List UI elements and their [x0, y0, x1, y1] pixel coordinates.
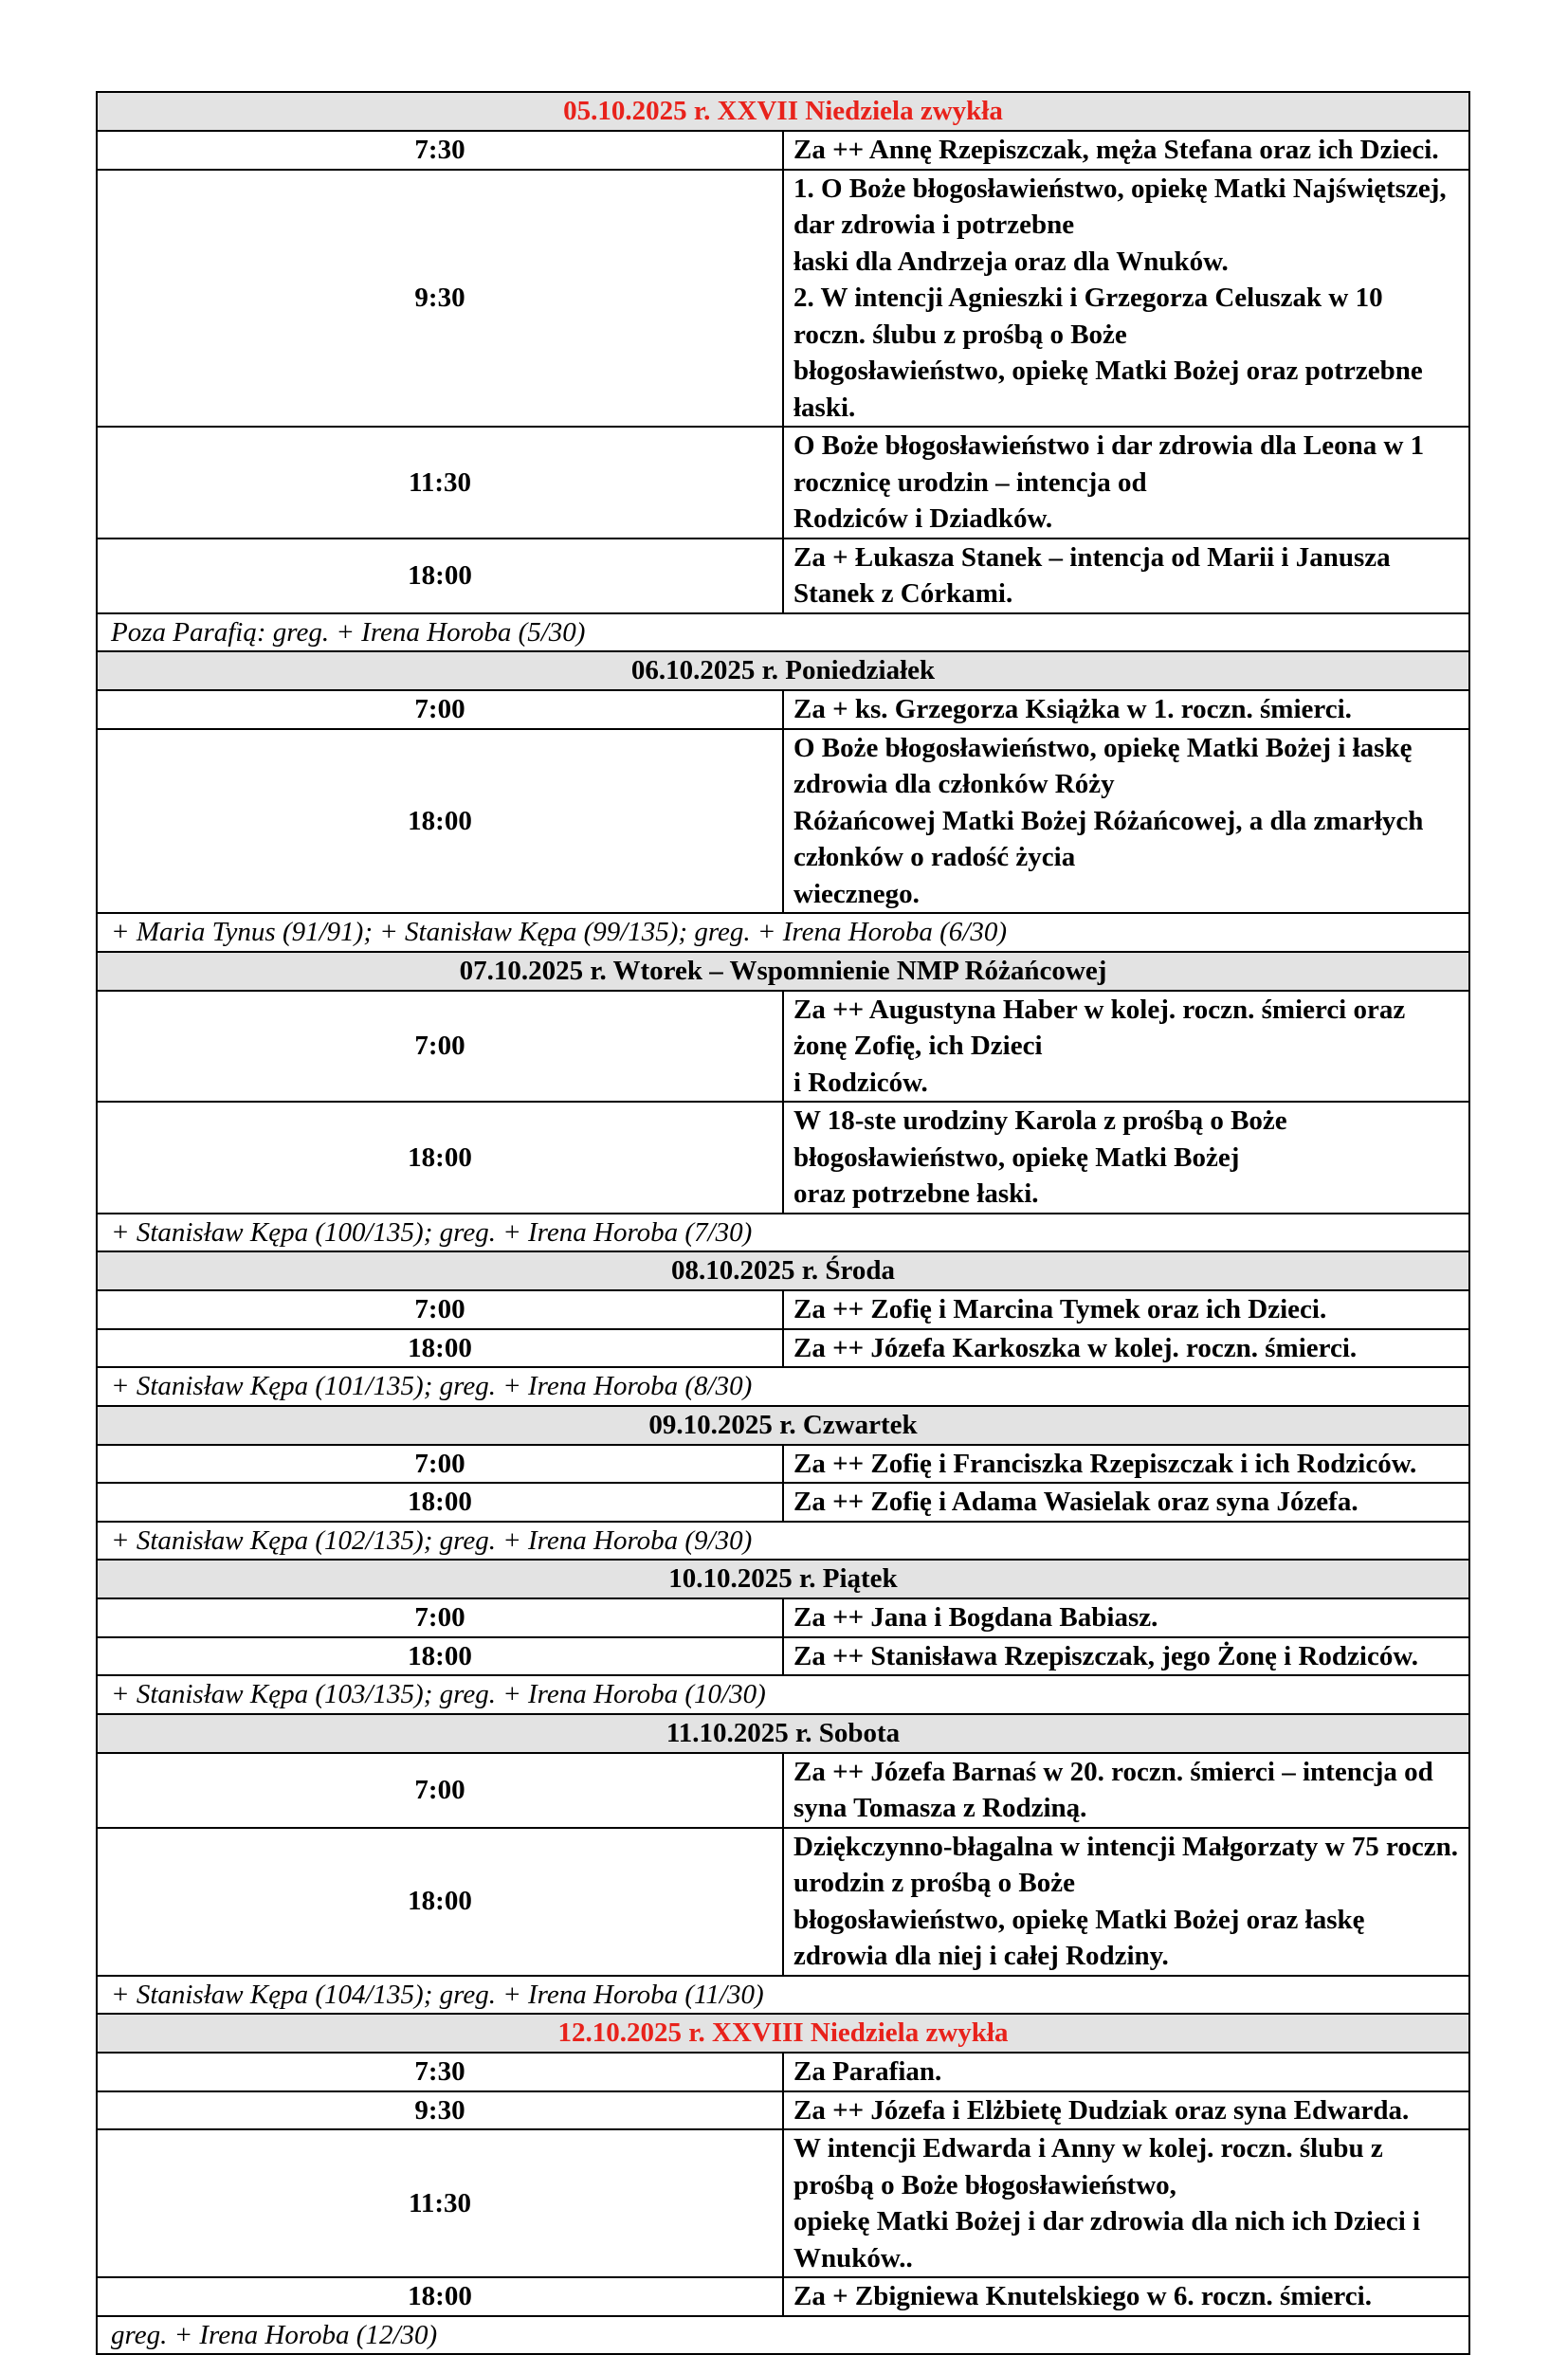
- mass-time: 9:30: [97, 170, 783, 428]
- mass-time: 18:00: [97, 1102, 783, 1214]
- mass-time: 7:00: [97, 1598, 783, 1637]
- mass-row: [97, 539, 1469, 613]
- intention-line: wiecznego.: [793, 878, 920, 909]
- mass-intentions-sheet: [96, 91, 1470, 2355]
- mass-intention: [783, 991, 1469, 1103]
- mass-intention: [783, 1329, 1469, 1368]
- intention-line: Za ++ Stanisława Rzepiszczak, jego Żonę i Rodziców.: [793, 1640, 1418, 1671]
- note-row: [97, 613, 1469, 652]
- mass-row: [97, 2091, 1469, 2130]
- note-row: [97, 1522, 1469, 1561]
- note-row: [97, 913, 1469, 952]
- mass-intention: [783, 1102, 1469, 1214]
- intention-line: Za ++ Annę Rzepiszczak, męża Stefana oraz ich Dzieci.: [793, 135, 1439, 165]
- note-row: [97, 1976, 1469, 2015]
- mass-time: 7:30: [97, 131, 783, 170]
- day-note: greg. + Irena Horoba (12/30): [97, 2316, 1469, 2355]
- mass-row: [97, 427, 1469, 539]
- mass-intention: [783, 1445, 1469, 1484]
- day-note: + Stanisław Kępa (102/135); greg. + Irena Horoba (9/30): [97, 1522, 1469, 1561]
- mass-row: [97, 1598, 1469, 1637]
- intention-line: łaski dla Andrzeja oraz dla Wnuków.: [793, 246, 1229, 277]
- note-row: [97, 1214, 1469, 1252]
- intention-line: O Boże błogosławieństwo, opiekę Matki Bożej i łaskę zdrowia dla członków Róży: [793, 732, 1413, 799]
- mass-row: [97, 1637, 1469, 1676]
- day-header-row: [97, 2014, 1469, 2053]
- intention-line: Różańcowej Matki Bożej Różańcowej, a dla zmarłych członków o radość życia: [793, 805, 1424, 872]
- mass-intention: [783, 1483, 1469, 1522]
- intention-line: Za Parafian.: [793, 2056, 942, 2087]
- intention-line: Za ++ Jana i Bogdana Babiasz.: [793, 1602, 1158, 1633]
- mass-row: [97, 2053, 1469, 2091]
- mass-row: [97, 2277, 1469, 2316]
- day-header-row: [97, 1406, 1469, 1445]
- intention-line: Za + Łukasza Stanek – intencja od Marii i Janusza Stanek z Córkami.: [793, 541, 1391, 609]
- note-row: [97, 1675, 1469, 1714]
- mass-intention: [783, 1753, 1469, 1828]
- intention-line: Za ++ Józefa Karkoszka w kolej. roczn. śmierci.: [793, 1332, 1358, 1363]
- mass-intention: [783, 1828, 1469, 1976]
- day-note: + Stanisław Kępa (103/135); greg. + Irena Horoba (10/30): [97, 1675, 1469, 1714]
- mass-intention: [783, 427, 1469, 539]
- intention-line: O Boże błogosławieństwo i dar zdrowia dla Leona w 1 rocznicę urodzin – intencja od: [793, 430, 1425, 498]
- mass-row: [97, 1828, 1469, 1976]
- mass-schedule-table: [96, 91, 1470, 2355]
- intention-line: Za + ks. Grzegorza Książka w 1. roczn. śmierci.: [793, 694, 1352, 724]
- mass-time: 18:00: [97, 1828, 783, 1976]
- day-header: 08.10.2025 r. Środa: [97, 1251, 1469, 1290]
- mass-time: 7:00: [97, 1290, 783, 1329]
- mass-row: [97, 729, 1469, 914]
- intention-line: oraz potrzebne łaski.: [793, 1178, 1039, 1209]
- intention-line: Za ++ Zofię i Marcina Tymek oraz ich Dzieci.: [793, 1294, 1327, 1324]
- mass-time: 18:00: [97, 1329, 783, 1368]
- mass-time: 18:00: [97, 1483, 783, 1522]
- day-header: 07.10.2025 r. Wtorek – Wspomnienie NMP Różańcowej: [97, 952, 1469, 991]
- mass-row: [97, 2129, 1469, 2277]
- mass-intention: [783, 131, 1469, 170]
- mass-time: 7:00: [97, 690, 783, 729]
- intention-line: Za + Zbigniewa Knutelskiego w 6. roczn. śmierci.: [793, 2281, 1372, 2311]
- mass-time: 7:00: [97, 1445, 783, 1484]
- mass-row: [97, 1483, 1469, 1522]
- day-note: + Maria Tynus (91/91); + Stanisław Kępa (99/135); greg. + Irena Horoba (6/30): [97, 913, 1469, 952]
- mass-intention: [783, 2091, 1469, 2130]
- intention-line: 1. O Boże błogosławieństwo, opiekę Matki Najświętszej, dar zdrowia i potrzebne: [793, 173, 1447, 240]
- intention-line: W intencji Edwarda i Anny w kolej. roczn. ślubu z prośbą o Boże błogosławieństwo,: [793, 2133, 1383, 2200]
- day-header-row: [97, 92, 1469, 131]
- mass-intention: [783, 539, 1469, 613]
- day-header-row: [97, 952, 1469, 991]
- day-note: Poza Parafią: greg. + Irena Horoba (5/30): [97, 613, 1469, 652]
- mass-intention: [783, 2277, 1469, 2316]
- intention-line: 2. W intencji Agnieszki i Grzegorza Celuszak w 10 roczn. ślubu z prośbą o Boże: [793, 283, 1383, 350]
- intention-line: i Rodziców.: [793, 1067, 928, 1098]
- day-header-row: [97, 1560, 1469, 1598]
- mass-row: [97, 690, 1469, 729]
- day-header-row: [97, 1714, 1469, 1753]
- mass-time: 18:00: [97, 729, 783, 914]
- intention-line: Dziękczynno-błagalna w intencji Małgorzaty w 75 roczn. urodzin z prośbą o Boże: [793, 1831, 1459, 1898]
- intention-line: Rodziców i Dziadków.: [793, 503, 1053, 534]
- day-header: 09.10.2025 r. Czwartek: [97, 1406, 1469, 1445]
- mass-time: 7:00: [97, 1753, 783, 1828]
- intention-line: Za ++ Zofię i Franciszka Rzepiszczak i ich Rodziców.: [793, 1448, 1417, 1479]
- intention-line: błogosławieństwo, opiekę Matki Bożej oraz potrzebne łaski.: [793, 356, 1423, 423]
- mass-time: 18:00: [97, 1637, 783, 1676]
- day-note: + Stanisław Kępa (100/135); greg. + Irena Horoba (7/30): [97, 1214, 1469, 1252]
- day-header: 06.10.2025 r. Poniedziałek: [97, 651, 1469, 690]
- intention-line: Za ++ Zofię i Adama Wasielak oraz syna Józefa.: [793, 1487, 1358, 1517]
- mass-intention: [783, 2129, 1469, 2277]
- mass-row: [97, 1445, 1469, 1484]
- note-row: [97, 2316, 1469, 2355]
- mass-row: [97, 131, 1469, 170]
- mass-row: [97, 1102, 1469, 1214]
- mass-intention: [783, 690, 1469, 729]
- mass-time: 9:30: [97, 2091, 783, 2130]
- mass-time: 11:30: [97, 2129, 783, 2277]
- day-header: 12.10.2025 r. XXVIII Niedziela zwykła: [97, 2014, 1469, 2053]
- mass-row: [97, 1329, 1469, 1368]
- day-header-row: [97, 651, 1469, 690]
- mass-intention: [783, 1637, 1469, 1676]
- day-header: 05.10.2025 r. XXVII Niedziela zwykła: [97, 92, 1469, 131]
- mass-row: [97, 991, 1469, 1103]
- mass-intention: [783, 1598, 1469, 1637]
- mass-intention: [783, 2053, 1469, 2091]
- mass-time: 7:30: [97, 2053, 783, 2091]
- mass-time: 18:00: [97, 539, 783, 613]
- mass-row: [97, 1290, 1469, 1329]
- day-note: + Stanisław Kępa (104/135); greg. + Irena Horoba (11/30): [97, 1976, 1469, 2015]
- day-header: 11.10.2025 r. Sobota: [97, 1714, 1469, 1753]
- mass-row: [97, 1753, 1469, 1828]
- intention-line: opiekę Matki Bożej i dar zdrowia dla nich ich Dzieci i Wnuków..: [793, 2206, 1421, 2273]
- mass-time: 18:00: [97, 2277, 783, 2316]
- mass-time: 11:30: [97, 427, 783, 539]
- intention-line: W 18-ste urodziny Karola z prośbą o Boże błogosławieństwo, opiekę Matki Bożej: [793, 1105, 1287, 1173]
- intention-line: błogosławieństwo, opiekę Matki Bożej oraz łaskę zdrowia dla niej i całej Rodziny.: [793, 1904, 1365, 1971]
- intention-line: Za ++ Augustyna Haber w kolej. roczn. śmierci oraz żonę Zofię, ich Dzieci: [793, 994, 1406, 1061]
- mass-intention: [783, 170, 1469, 428]
- day-header: 10.10.2025 r. Piątek: [97, 1560, 1469, 1598]
- mass-time: 7:00: [97, 991, 783, 1103]
- mass-intention: [783, 1290, 1469, 1329]
- day-note: + Stanisław Kępa (101/135); greg. + Irena Horoba (8/30): [97, 1367, 1469, 1406]
- intention-line: Za ++ Józefa i Elżbietę Dudziak oraz syna Edwarda.: [793, 2094, 1410, 2126]
- mass-row: [97, 170, 1469, 428]
- note-row: [97, 1367, 1469, 1406]
- day-header-row: [97, 1251, 1469, 1290]
- mass-intention: [783, 729, 1469, 914]
- intention-line: Za ++ Józefa Barnaś w 20. roczn. śmierci – intencja od syna Tomasza z Rodziną.: [793, 1756, 1433, 1823]
